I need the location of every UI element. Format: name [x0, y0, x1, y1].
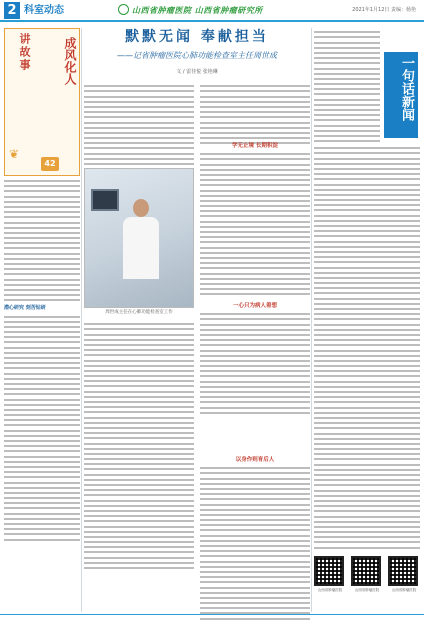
series-subtitle: 成风化人 — [63, 37, 77, 85]
sidebar-title: 一句话新闻 — [399, 56, 414, 121]
qr-item[interactable] — [351, 556, 383, 604]
qr-code-icon — [351, 556, 381, 586]
left-column — [4, 28, 80, 612]
article-byline: 文 / 雷佳悦 张艳琳 — [176, 69, 218, 75]
issue-date: 2021年1月12日 责编：杨艳 — [352, 7, 416, 13]
monitor-icon — [91, 189, 119, 211]
qr-label: 山西省肿瘤医院 — [354, 588, 380, 592]
section-title: 一心只为病人着想 — [232, 303, 277, 309]
article-intro-text — [84, 82, 194, 168]
article-subtitle: ——记省肿瘤医院心肺功能检查室主任周世成 — [117, 51, 277, 60]
qr-item[interactable] — [388, 556, 420, 604]
sprout-icon: ❦ — [9, 147, 20, 161]
article-photo — [84, 168, 194, 308]
column-divider — [311, 28, 312, 612]
qr-code-icon — [314, 556, 344, 586]
section-name: 科室动态 — [24, 5, 64, 16]
page-number: 2 — [4, 2, 20, 19]
photo-caption: 周世成主任在心肺功能检查室工作 — [105, 310, 173, 315]
masthead: 山西省肿瘤医院 山西省肿瘤研究所 — [132, 5, 263, 15]
sidebar-title-box — [384, 52, 418, 138]
section-mentoring — [200, 452, 310, 622]
qr-label: 山西省肿瘤医院 — [317, 588, 343, 592]
series-banner — [4, 28, 80, 176]
qr-code-icon — [388, 556, 418, 586]
left-subhead: 潜心研究 刻苦钻研 — [4, 305, 46, 312]
article-body-left — [84, 320, 194, 572]
series-title: 讲故事 — [18, 33, 31, 72]
news-items — [314, 144, 420, 552]
page-footer — [0, 614, 424, 622]
news-items-top — [314, 28, 380, 145]
left-body-text — [4, 180, 80, 541]
column-divider — [81, 28, 82, 612]
news-sidebar — [314, 28, 420, 612]
series-number: 42 — [41, 157, 59, 171]
doctor-figure — [123, 199, 159, 279]
main-article — [84, 28, 310, 612]
hospital-logo-icon — [118, 4, 129, 15]
section-patients — [200, 298, 310, 417]
qr-label: 山西省肿瘤医院 — [391, 588, 417, 592]
section-title: 以身作则育后人 — [235, 457, 275, 463]
section-learning — [200, 138, 310, 298]
qr-code-row — [314, 556, 420, 604]
article-title: 默默无闻 奉献担当 — [125, 29, 269, 45]
page-header — [0, 0, 424, 22]
qr-item[interactable] — [314, 556, 346, 604]
section-title: 学无止境 长期积淀 — [232, 143, 278, 149]
